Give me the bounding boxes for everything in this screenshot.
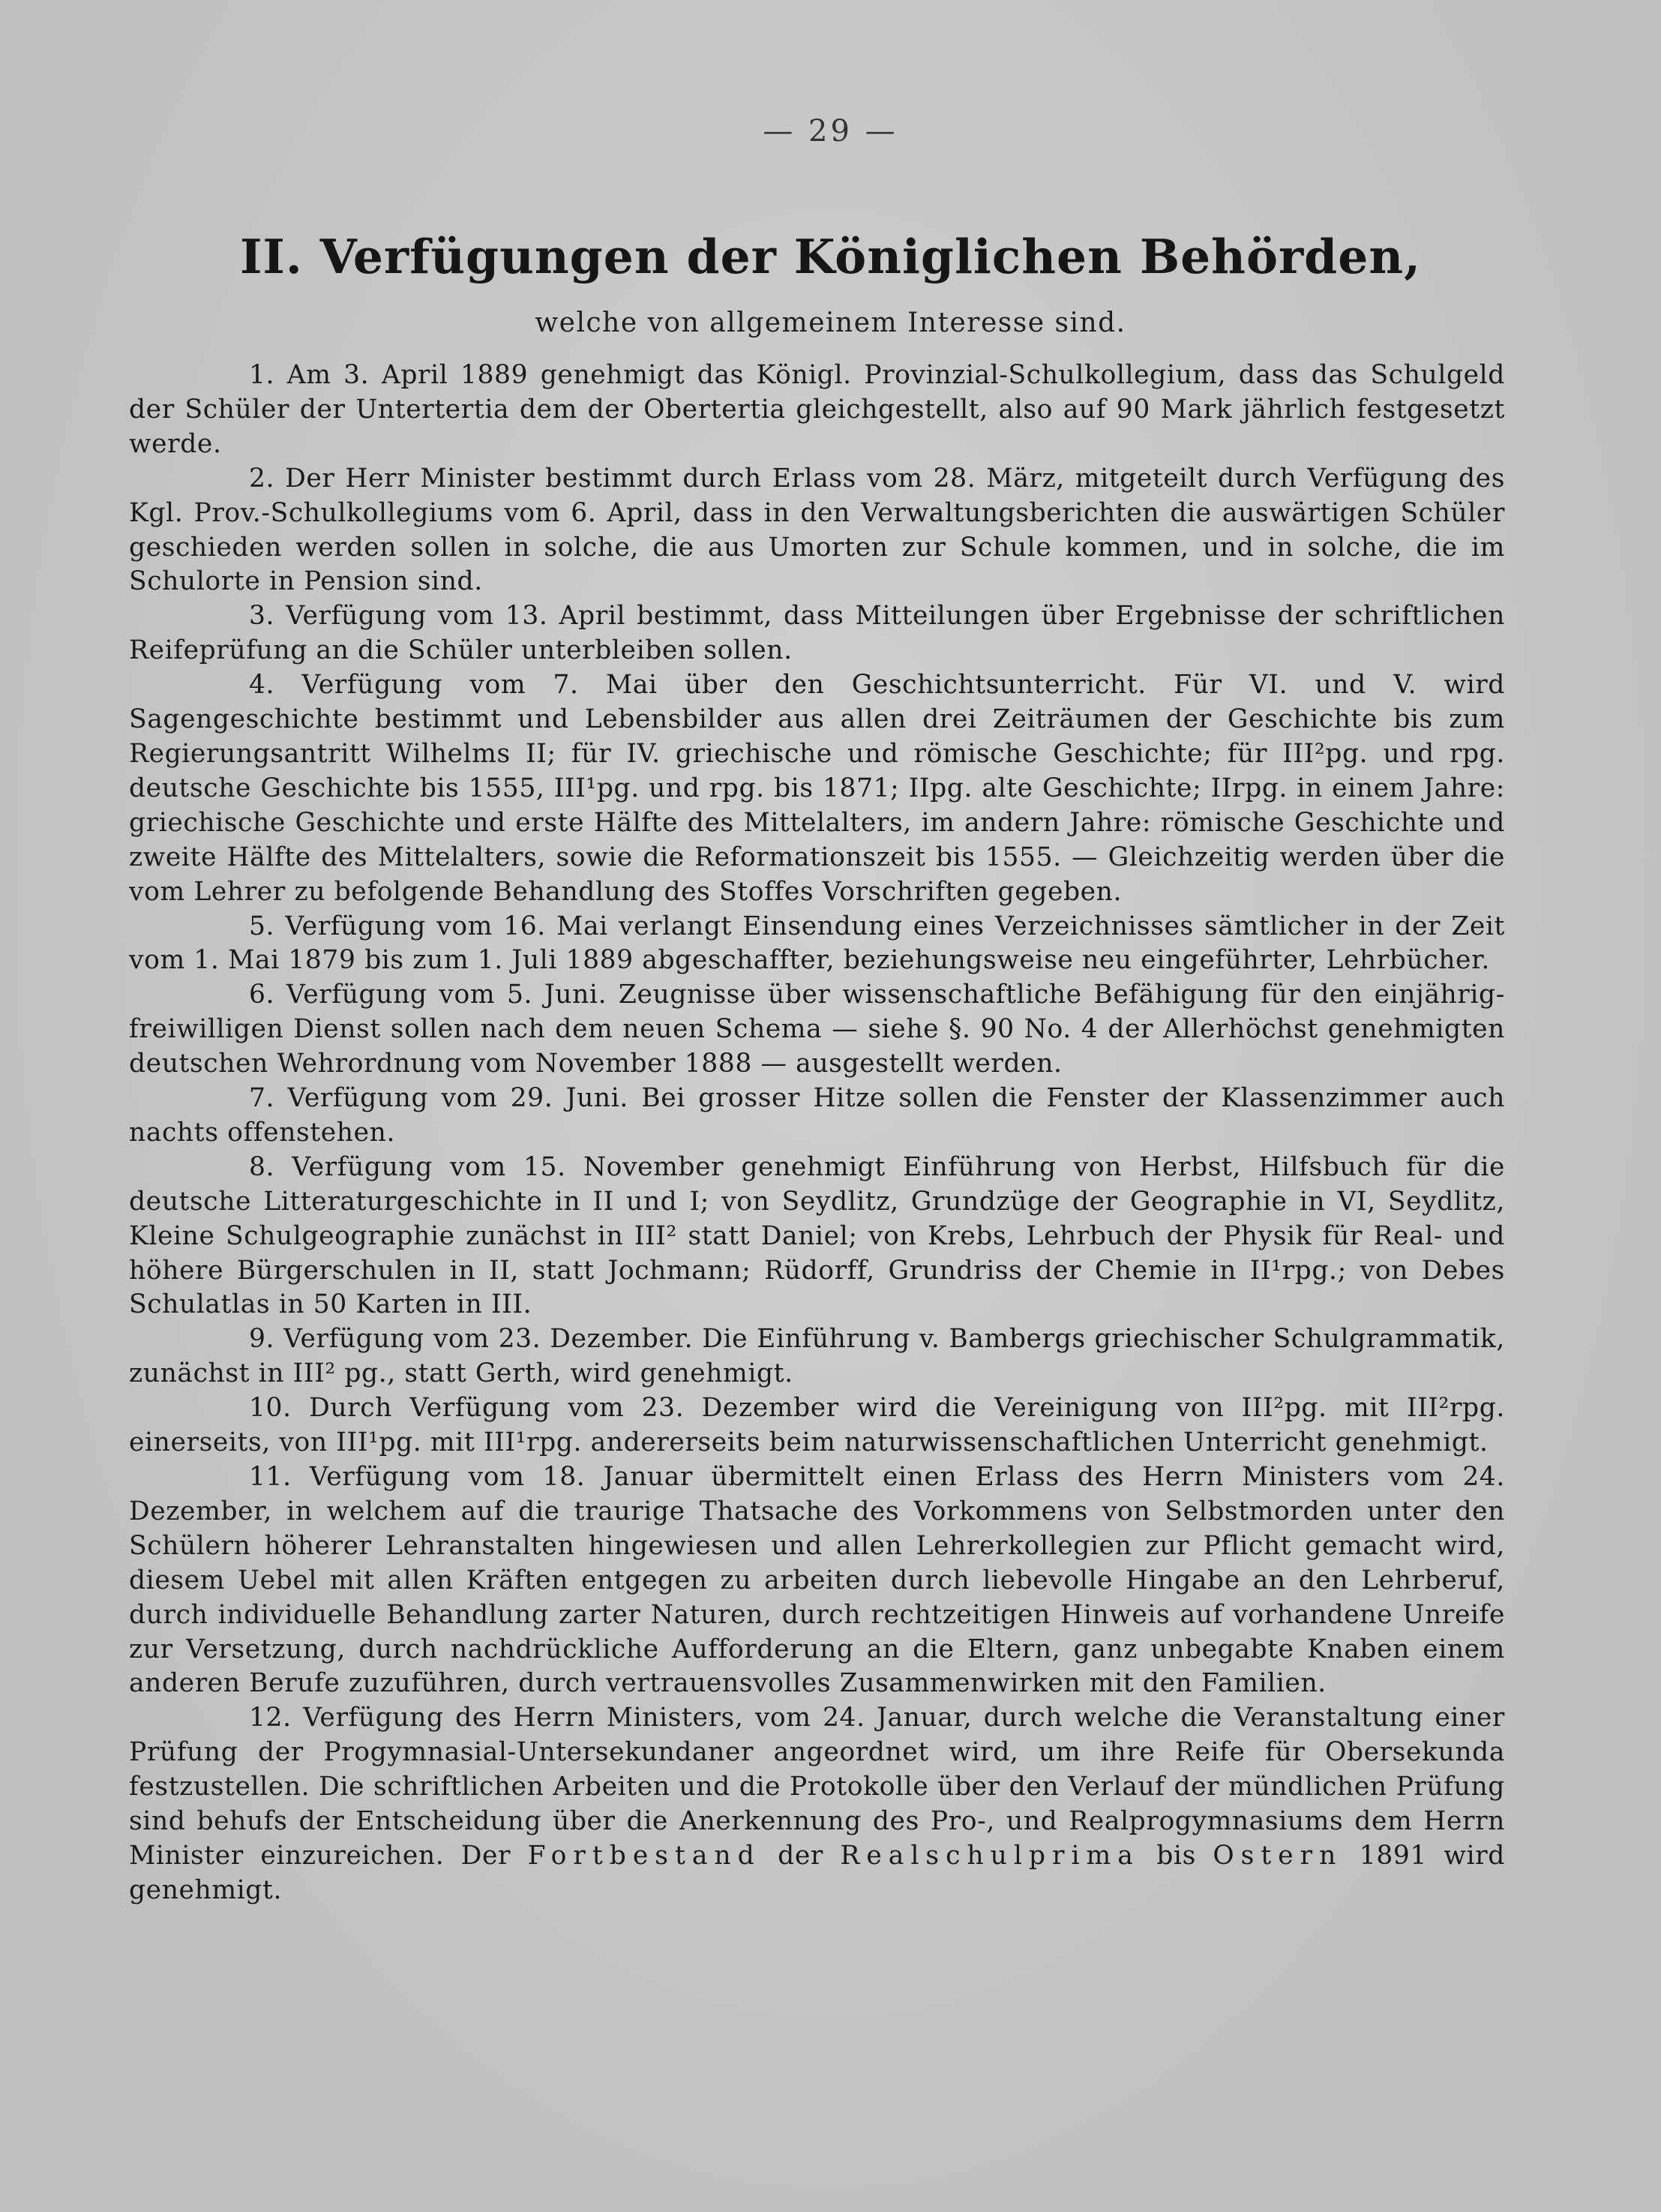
- paragraph-1: 1. Am 3. April 1889 genehmigt das Königl. Provinzial-Schulkollegium, dass das Schulgeld der Schüler der Untertertia dem der Obertertia gleichgestellt, also auf 90 Mark jährlich festgesetzt werde.: [129, 360, 1505, 459]
- paragraph-2: 2. Der Herr Minister bestimmt durch Erlass vom 28. März, mitgeteilt durch Verfügung des Kgl. Prov.-Schulkollegiums vom 6. April, dass in den Verwaltungsberichten die auswärtigen Schüler geschieden werden sollen in solche, die aus Umorten zur Schule kommen, und in solche, die im Schulorte in Pension sind.: [129, 463, 1505, 597]
- paragraph-11: 11. Verfügung vom 18. Januar übermittelt einen Erlass des Herrn Ministers vom 24. Dezember, in welchem auf die traurige Thatsache des Vorkommens von Selbstmorden unter den Schülern höherer Lehranstalten hingewiesen und allen Lehrerkollegien zur Pflicht gemacht wird, diesem Uebel mit allen Kräften entgegen zu arbeiten durch liebevolle Hingabe an den Lehrberuf, durch individuelle Behandlung zarter Naturen, durch rechtzeitigen Hinweis auf vorhandene Unreife zur Versetzung, durch nachdrückliche Aufforderung an die Eltern, ganz unbegabte Knaben einem anderen Berufe zuzuführen, durch vertrauensvolles Zusammenwirken mit den Familien.: [129, 1462, 1505, 1699]
- spaced-word-realschulprima: Realschulprima: [840, 1840, 1140, 1871]
- paragraph-12-mid-2: bis: [1156, 1840, 1196, 1871]
- section-title: II. Verfügungen der Königlichen Behörden,: [239, 229, 1422, 284]
- paragraph-8: 8. Verfügung vom 15. November genehmigt Einführung von Herbst, Hilfsbuch für die deutsche Litteraturgeschichte in II und I; von Seydlitz, Grundzüge der Geographie in VI, Seydlitz, Kleine Schulgeographie zunächst in III² statt Daniel; von Krebs, Lehrbuch der Physik für Real- und höhere Bürgerschulen in II, statt Jochmann; Rüdorff, Grundriss der Chemie in II¹rpg.; von Debes Schulatlas in 50 Karten in III.: [129, 1151, 1505, 1320]
- page-number: — 29 —: [763, 114, 898, 149]
- paragraph-6: 6. Verfügung vom 5. Juni. Zeugnisse über wissenschaftliche Befähigung für den einjährig-freiwilligen Dienst sollen nach dem neuen Schema — siehe §. 90 No. 4 der Allerhöchst genehmigten deutschen Wehrordnung vom November 1888 — ausgestellt werden.: [129, 980, 1505, 1079]
- section-subtitle: welche von allgemeinem Interesse sind.: [535, 308, 1126, 338]
- paragraph-4: 4. Verfügung vom 7. Mai über den Geschichtsunterricht. Für VI. und V. wird Sagengeschichte bestimmt und Lebensbilder aus allen drei Zeiträumen der Geschichte bis zum Regierungsantritt Wilhelms II; für IV. griechische und römische Geschichte; für III²pg. und rpg. deutsche Geschichte bis 1555, III¹pg. und rpg. bis 1871; IIpg. alte Geschichte; IIrpg. in einem Jahre: griechische Geschichte und erste Hälfte des Mittelalters, im andern Jahre: römische Geschichte und zweite Hälfte des Mittelalters, sowie die Reformationszeit bis 1555. — Gleichzeitig werden über die vom Lehrer zu befolgende Behandlung des Stoffes Vorschriften gegeben.: [129, 670, 1505, 907]
- paragraph-10: 10. Durch Verfügung vom 23. Dezember wird die Vereinigung von III²pg. mit III²rpg. einerseits, von III¹pg. mit III¹rpg. andererseits beim naturwissenschaftlichen Unterricht genehmigt.: [129, 1393, 1505, 1458]
- paragraph-12-middle: der: [778, 1840, 823, 1871]
- body-text: [129, 359, 1505, 1908]
- spaced-word-fortbestand: Fortbestand: [527, 1840, 761, 1871]
- paragraph-5: 5. Verfügung vom 16. Mai verlangt Einsendung eines Verzeichnisses sämtlicher in der Zeit vom 1. Mai 1879 bis zum 1. Juli 1889 abgeschaffter, beziehungsweise neu eingeführter, Lehrbücher.: [129, 911, 1505, 976]
- paragraph-12-main: 12. Verfügung des Herrn Ministers, vom 24. Januar, durch welche die Veranstaltung einer Prüfung der Progymnasial-Untersekundaner angeordnet wird, um ihre Reife für Obersekunda festzustellen. Die schriftlichen Arbeiten und die Protokolle über den Verlauf der mündlichen Prüfung sind behufs der Entscheidung über die Anerkennung des Pro-, und Realprogymnasiums dem Herrn Minister einzureichen. Der: [129, 1703, 1505, 1871]
- paragraph-12: [129, 1701, 1505, 1907]
- paragraph-12-end: 1891 wird genehmigt.: [129, 1840, 1505, 1905]
- spaced-word-ostern: Ostern: [1213, 1840, 1343, 1871]
- paragraph-9: 9. Verfügung vom 23. Dezember. Die Einführung v. Bambergs griechischer Schulgrammatik, zunächst in III² pg., statt Gerth, wird genehmigt.: [129, 1324, 1505, 1389]
- paragraph-3: 3. Verfügung vom 13. April bestimmt, dass Mitteilungen über Ergebnisse der schriftlichen Reifeprüfung an die Schüler unterbleiben sollen.: [129, 601, 1505, 666]
- paragraph-7: 7. Verfügung vom 29. Juni. Bei grosser Hitze sollen die Fenster der Klassenzimmer auch nachts offenstehen.: [129, 1083, 1505, 1148]
